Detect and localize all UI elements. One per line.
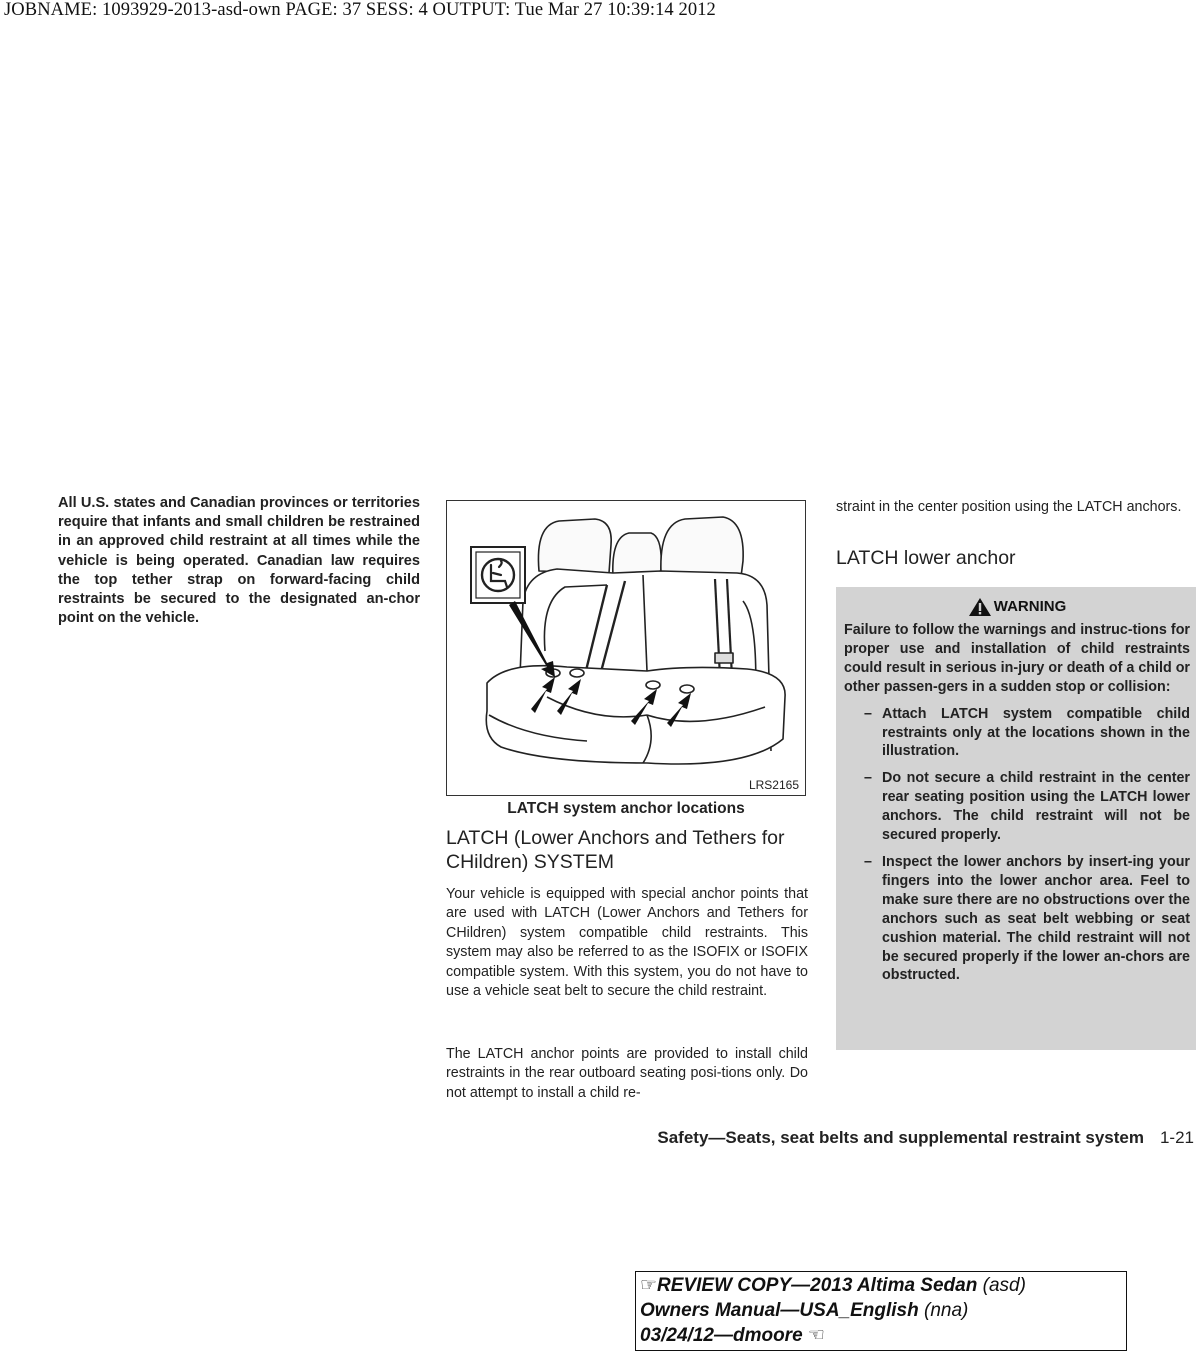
hand-icon: ☜ bbox=[807, 1325, 825, 1346]
warning-item bbox=[844, 853, 1190, 985]
list-dash: – bbox=[864, 853, 872, 870]
footer-section: Safety—Seats, seat belts and supplemental restraint system bbox=[657, 1128, 1144, 1147]
latch-intro-paragraph: Your vehicle is equipped with special anchor points that are used with LATCH (Lower Anchors and Tethers for CHildren) system compatible child restraints. This system may also be referred to as the ISOFIX or ISOFIX compatible system. With this system, you do not have to use a vehicle seat belt to secure the child restraint. bbox=[446, 886, 808, 1000]
warning-item-text: Inspect the lower anchors by insert-ing your fingers into the lower anchor area. Feel to make sure there are no obstructions over the anchors such as seat belt webbing or seat cushion material. The child restraint will not be secured properly if the lower an-chors are obstructed. bbox=[882, 853, 1190, 984]
page-number: 1-21 bbox=[1159, 1128, 1194, 1147]
review-manual: Owners Manual—USA_English bbox=[640, 1300, 919, 1321]
warning-item-text: Attach LATCH system compatible child restraints only at the locations shown in the illustration. bbox=[882, 705, 1190, 760]
figure-code: LRS2165 bbox=[748, 778, 799, 792]
review-line-3 bbox=[640, 1323, 1122, 1348]
continued-paragraph: straint in the center position using the LATCH anchors. bbox=[836, 499, 1182, 515]
list-dash: – bbox=[864, 770, 872, 787]
review-line-2 bbox=[640, 1298, 1122, 1323]
warning-intro: Failure to follow the warnings and instruc-tions for proper use and installation of child restraints could result in serious in-jury or death of a child or other passen-gers in a sudden stop or collision: bbox=[844, 622, 1190, 695]
review-line-1 bbox=[640, 1273, 1122, 1298]
review-copy-box bbox=[635, 1271, 1127, 1351]
warning-title: WARNING bbox=[993, 598, 1067, 615]
latch-anchor-figure bbox=[446, 500, 806, 796]
review-title: REVIEW COPY—2013 Altima Sedan bbox=[657, 1275, 978, 1296]
warning-item bbox=[844, 769, 1190, 845]
pointing-hand-icon: ☞ bbox=[640, 1275, 658, 1296]
restraint-law-note: All U.S. states and Canadian provinces or territories require that infants and small children be restrained in an approved child restraint at all times while the vehicle is being operated. Canadian law requires the top tether strap on forward-facing child restraints be secured to the designated an-chor point on the vehicle. bbox=[58, 495, 420, 627]
lower-anchor-heading: LATCH lower anchor bbox=[836, 547, 1016, 569]
review-date-author: 03/24/12—dmoore bbox=[640, 1325, 803, 1346]
figure-caption: LATCH system anchor locations bbox=[507, 800, 745, 817]
page-footer bbox=[657, 1128, 1194, 1148]
warning-item bbox=[844, 705, 1190, 762]
warning-box bbox=[836, 587, 1196, 1050]
job-header: JOBNAME: 1093929-2013-asd-own PAGE: 37 SESS: 4 OUTPUT: Tue Mar 27 10:39:14 2012 bbox=[4, 0, 716, 20]
review-lang-code: (nna) bbox=[918, 1300, 969, 1321]
review-model-code: (asd) bbox=[977, 1275, 1026, 1296]
latch-section-title: LATCH (Lower Anchors and Tethers for CHildren) SYSTEM bbox=[446, 827, 785, 873]
list-dash: – bbox=[864, 705, 872, 722]
warning-icon bbox=[968, 597, 992, 617]
latch-anchor-paragraph: The LATCH anchor points are provided to install child restraints in the rear outboard seating posi-tions only. Do not attempt to install a child re- bbox=[446, 1046, 808, 1101]
warning-item-text: Do not secure a child restraint in the center rear seating position using the LATCH lower anchors. The child restraint will not be secured properly. bbox=[882, 770, 1190, 844]
warning-heading bbox=[844, 593, 1190, 621]
rear-seat-illustration bbox=[447, 501, 805, 795]
